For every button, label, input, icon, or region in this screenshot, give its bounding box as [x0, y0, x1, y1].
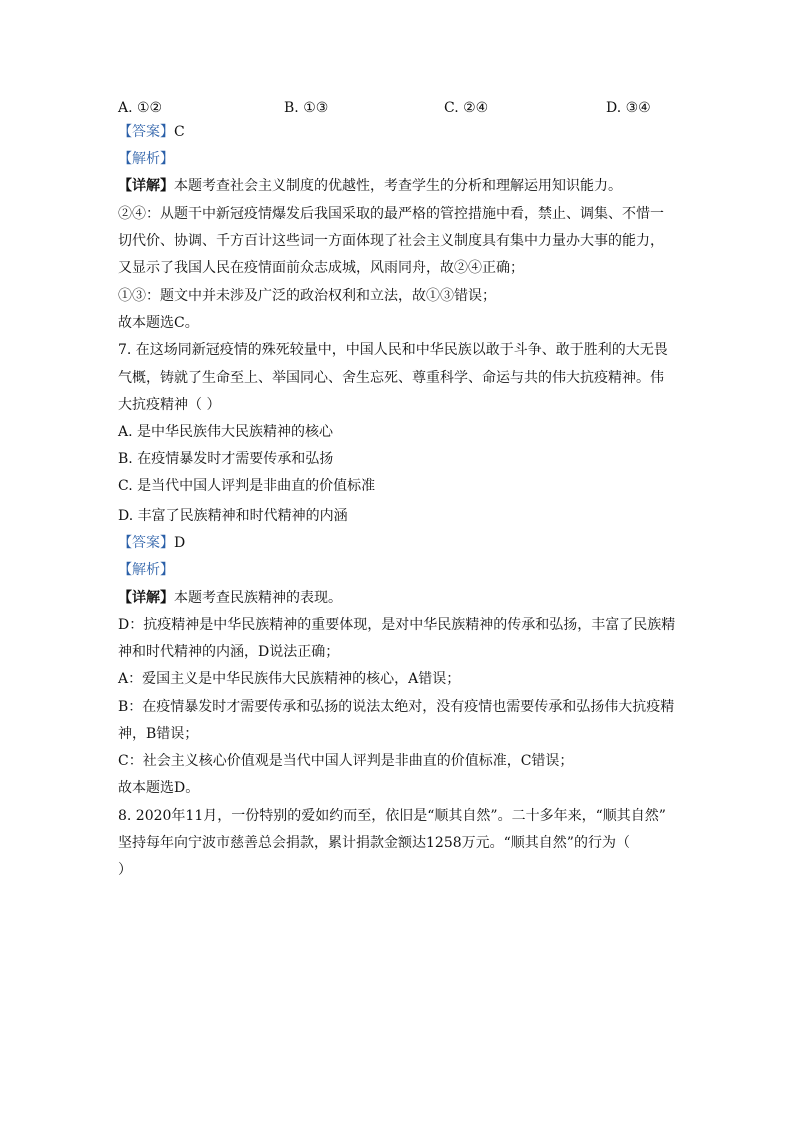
q8-stem-line: 坚持每年向宁波市慈善总会捐款，累计捐款金额达1258万元。“顺其自然”的行为（: [118, 835, 630, 851]
detail-tag: 【详解】: [118, 590, 174, 606]
q7-option-b: B. 在疫情暴发时才需要传承和弘扬: [118, 451, 334, 467]
q7-line: 神和时代精神的内涵，D说法正确；: [118, 644, 340, 660]
answer-value: C: [174, 124, 185, 140]
q6-option-a: A. ①②: [118, 100, 163, 116]
q7-option-c: C. 是当代中国人评判是非曲直的价值标准: [118, 478, 376, 494]
q7-line: 故本题选D。: [118, 780, 200, 796]
q6-option-b: B. ①③: [284, 100, 329, 116]
q7-analysis-tag: 【解析】: [118, 562, 174, 578]
detail-text: 本题考查社会主义制度的优越性，考查学生的分析和理解运用知识能力。: [174, 178, 622, 194]
q7-line: 神，B错误；: [118, 726, 199, 742]
q8-stem-line: 8. 2020年11月，一份特别的爱如约而至，依旧是“顺其自然”。二十多年来，“顺其自然”: [118, 808, 666, 824]
q6-line: ②④：从题干中新冠疫情爆发后我国采取的最严格的管控措施中看，禁止、调集、不惜一: [118, 206, 664, 222]
q7-option-d: D. 丰富了民族精神和时代精神的内涵: [118, 508, 348, 524]
q7-line: B：在疫情暴发时才需要传承和弘扬的说法太绝对，没有疫情也需要传承和弘扬伟大抗疫精: [118, 699, 675, 715]
q8-stem-line: ）: [118, 862, 132, 878]
q7-stem-line: 7. 在这场同新冠疫情的殊死较量中，中国人民和中华民族以敢于斗争、敢于胜利的大无畏: [118, 342, 668, 358]
q7-stem-line: 大抗疫精神（ ）: [118, 397, 221, 413]
detail-tag: 【详解】: [118, 178, 174, 194]
detail-text: 本题考查民族精神的表现。: [174, 590, 342, 606]
q6-detail: [118, 176, 622, 196]
q6-line: 切代价、协调、千方百计这些词一方面体现了社会主义制度具有集中力量办大事的能力，: [118, 233, 664, 249]
q7-line: A：爱国主义是中华民族伟大民族精神的核心，A错误；: [118, 671, 461, 687]
q6-answer: [118, 122, 185, 142]
q7-option-a: A. 是中华民族伟大民族精神的核心: [118, 424, 334, 440]
q7-line: C：社会主义核心价值观是当代中国人评判是非曲直的价值标准，C错误；: [118, 753, 574, 769]
q7-answer: [118, 533, 185, 553]
q6-line: ①③：题文中并未涉及广泛的政治权利和立法，故①③错误；: [118, 288, 496, 304]
q6-line: 故本题选C。: [118, 315, 199, 331]
q7-stem-line: 气概，铸就了生命至上、举国同心、舍生忘死、尊重科学、命运与共的伟大抗疫精神。伟: [118, 370, 664, 386]
q6-option-c: C. ②④: [444, 100, 489, 116]
answer-value: D: [174, 535, 186, 551]
q6-line: 又显示了我国人民在疫情面前众志成城，风雨同舟，故②④正确；: [118, 260, 524, 276]
q7-detail: [118, 588, 342, 608]
q6-analysis-tag: 【解析】: [118, 151, 174, 167]
q7-line: D：抗疫精神是中华民族精神的重要体现，是对中华民族精神的传承和弘扬，丰富了民族精: [118, 617, 676, 633]
answer-tag: 【答案】: [118, 124, 174, 140]
q6-option-d: D. ③④: [606, 100, 651, 116]
answer-tag: 【答案】: [118, 535, 174, 551]
